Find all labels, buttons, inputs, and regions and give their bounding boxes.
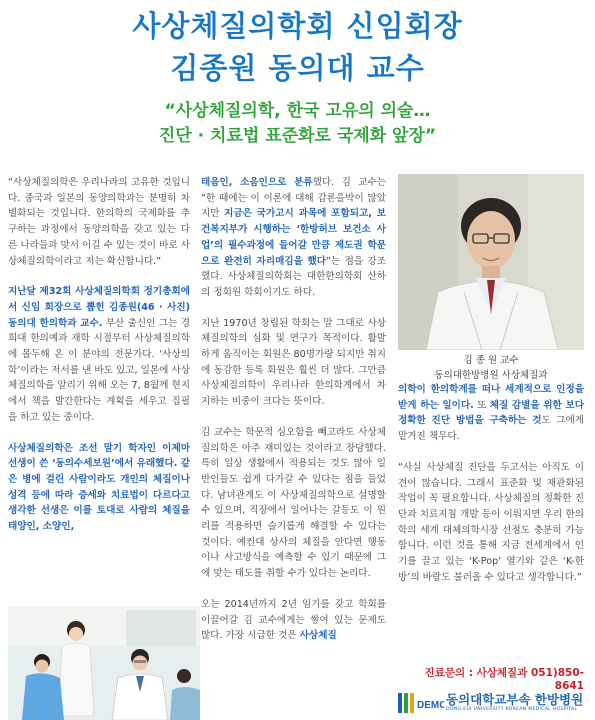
body-text: ”는 점을 강조했다. 사상체질의학회는 대한한의학회 산하의 정회원 학회이기도 하다. [201,255,386,298]
highlight-text: 태음인, 소음인으로 분류 [201,177,313,188]
daily-life-paragraph: 김 교수는 학문적 심오함을 빼고라도 사상체질의학은 아주 재미있는 것이라고 장담했다. 특히 일상 생활에서 적용되는 것도 많아 일반인들도 쉽게 다가갈 수 있다는 점을 들었다. 남녀관계도 이 사상체질의학으로 설명할 수 있으며, 직장에서 일어나는 갈등도 이 원리를 적용하면 슬기롭게 해결할 수 있다는 것이다. 예컨대 상사의 체질을 안다면 행동이나 사고방식을 예측할 수 있기 때문에 그에 맞는 태도를 취할 수가 있다는 논리다. [201,426,386,580]
headline-line-1: 사상체질의학회 신임회장 [132,9,463,43]
hospital-name: 동의대학교부속 한방병원 [446,692,584,707]
highlight-text: 지금은 국가고시 과목에 포함되고, 보건복지부가 시행하는 ‘한방허브 보건소 사업’의 필수과정에 들어갈 만큼 제도권 학문으로 완전히 자리매김을 했다 [201,208,386,267]
body-text: 부산 출신인 그는 경희대 한의예과 재학 시절부터 사상체질의학에 몰두해 온 이 분야의 전문가다. ‘사상의학’이라는 저서를 낸 바도 있고, 일본에 사상체질의학을 알리기 위해 오는 7, 8월께 현지에서 책을 발간한다는 계획을 세우고 집필을 하고 있는 중이다. [8,317,190,423]
photo-caption-name: 김 종 원 교수 [463,355,519,366]
highlight-text: 체질 감별을 위한 보다 정확한 진단 방법을 구축하는 것 [398,399,584,427]
portrait-photo [398,174,584,350]
clinic-illustration [8,606,200,720]
highlight-text: 지난달 제32회 사상체질의학회 정기총회에서 신임 회장으로 뽑힌 김종원(46 · 사진) 동의대 한의학과 교수. [8,286,190,329]
hospital-logo [398,690,586,718]
subheadline-line-1: “사상체질의학, 한국 고유의 의술… [164,101,431,121]
article-column-3 [398,382,584,600]
quote-paragraph: “사상체질의학은 우리나라의 고유한 것입니다. 중국과 일본의 동양의학과는 분명히 차별화되는 것입니다. 한의학의 국제화를 추구하는 과정에서 동양의학을 갖고 있는 다른 나라들과 맞서 이길 수 있는 것이 바로 사상체질의학이라고 저는 확신합니다.” [8,177,190,267]
headline-line-2: 김종원 동의대 교수 [170,51,425,85]
origin-paragraph [8,441,190,535]
term-paragraph [201,597,386,644]
body-text: 오는 2014년까지 2년 임기를 갖고 학회를 이끌어갈 김 교수에게는 쌓여 있는 문제도 많다. 가장 시급한 것은 [201,598,386,642]
article-column-1 [8,175,190,550]
body-text: 했다. 김 교수는 “한 때에는 이 이론에 대해 갑론을박이 많았지만 [201,177,386,220]
article-column-2 [201,175,386,659]
highlight-text: 사상체질 [299,630,337,642]
intro-paragraph [8,284,190,425]
subheadline-line-2: 진단 · 치료법 표준화로 국제화 앞장” [158,126,437,146]
logo-mark-text: DEMC [417,700,444,711]
highlight-text: 사상체질의학은 조선 말기 학자인 이제마 선생이 쓴 ‘동의수세보원’에서 유래했다. 같은 병에 걸린 사람이라도 개인의 체질이나 성격 등에 따라 증세와 치료법이 다르다고 생각한 선생은 이를 토대로 사람의 체질을 태양인, 소양인, [8,442,190,533]
contact-info: 진료문의 : 사상체질과 051)850-8641 [424,667,584,692]
society-paragraph: 지난 1970년 창립된 학회는 말 그대로 사상체질의학의 심화 및 연구가 목적이다. 활발하게 움직이는 회원은 80명가량 되지만 취지에 동감한 등록 회원은 훨씬 더 많다. 그만큼 사상체질의학이 우리나라 한의학계에서 차지하는 비중이 크다는 뜻이다. [201,317,387,408]
demc-logo-icon [398,690,444,716]
photo-caption-affiliation: 동의대한방병원 사상체질과 [434,370,548,381]
highlight-text: 의학이 한의학계를 떠나 세계적으로 인정을 받게 하는 일이다. [398,384,584,411]
classification-paragraph [201,175,386,301]
closing-quote-paragraph: “사실 사상체질 진단을 두고서는 아직도 이견이 많습니다. 그래서 표준화 및 재관화된 작업이 꼭 필요합니다. 사상체질의 정확한 진단과 치료지침 개발 등이 이뤄지면 우리 한의학의 세계 대체의학시장 선점도 충분히 가능합니다. 이런 것을 통해 지금 전세계에서 인기를 끌고 있는 ‘K-Pop’ 열기와 같은 ‘K-한방’의 바람도 불러올 수 있다고 생각합니다.” [398,461,584,583]
body-text: 도 그에게 맡겨진 책무다. [398,415,584,443]
task-paragraph [398,382,584,445]
hospital-name-english: DONG-EUI UNIVERSITY KOREAN MEDICAL HOSPITAL [446,707,578,712]
body-text: 또 [473,399,490,411]
